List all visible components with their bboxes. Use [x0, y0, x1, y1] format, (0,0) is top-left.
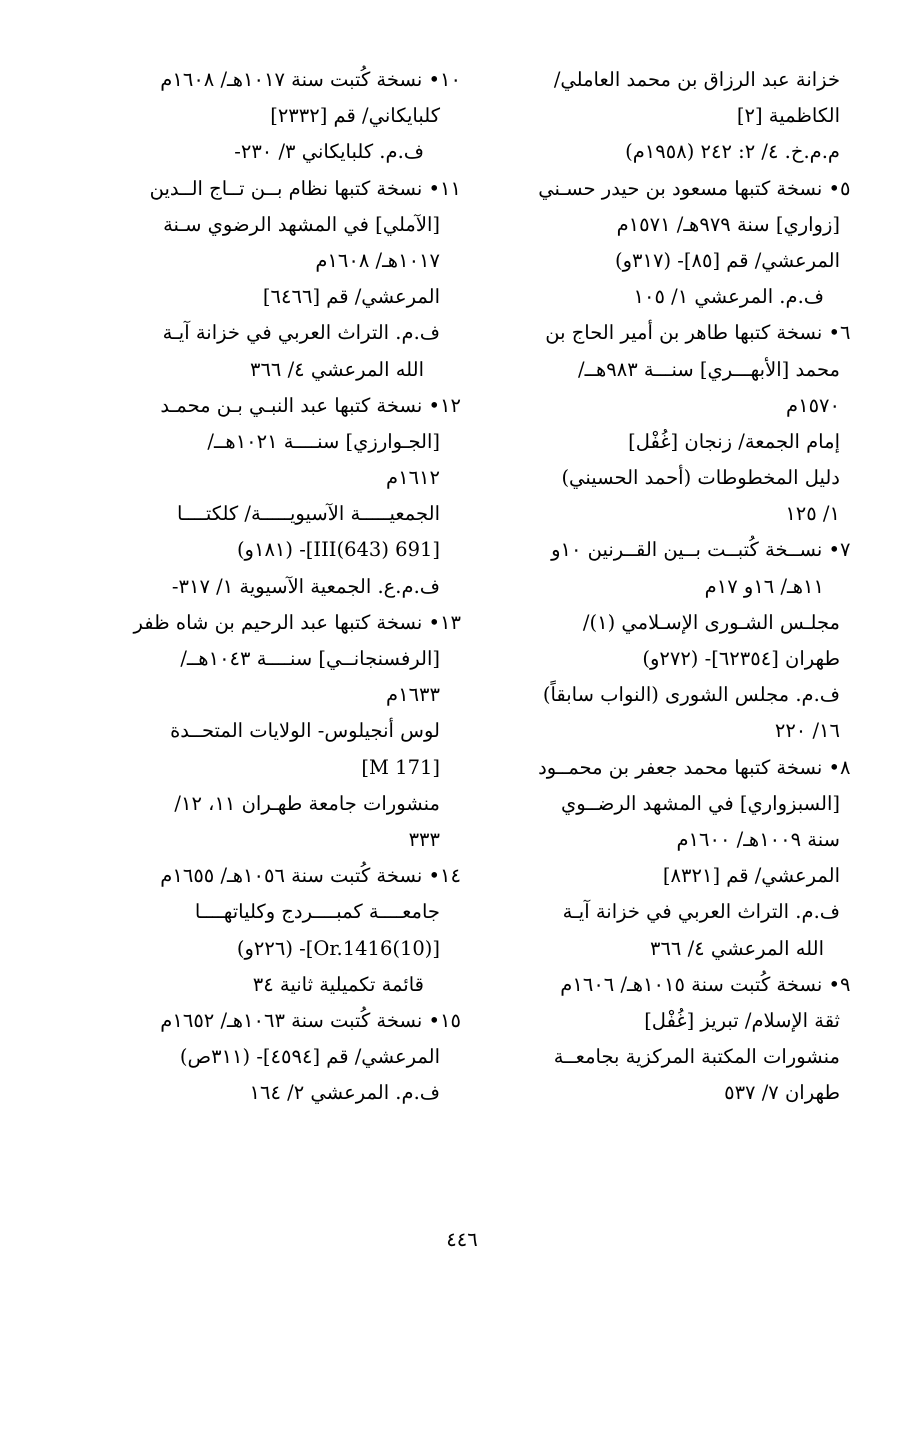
entry-line: [100, 641, 440, 677]
line-text: • نسخة كُتبت سنة ١٠٦٣هـ/ ١٦٥٢م: [160, 1008, 440, 1032]
entry-number: ١٣: [440, 610, 461, 634]
entry-first-line: [100, 605, 461, 641]
entry-first-line: [478, 750, 851, 786]
entry-line: [478, 641, 840, 677]
line-text: مجلـس الشـورى الإسـلامي (١)/: [582, 610, 840, 634]
entry-line: [478, 424, 840, 460]
entry-number: ١٤: [440, 864, 461, 888]
line-text: كلبايكاني/ قم [٢٣٣٢]: [270, 104, 440, 128]
line-text: المرعشي/ قم [٨٣٢١]: [662, 864, 840, 888]
entry-line: [478, 677, 840, 713]
line-text: الكاظمية [٢]: [736, 104, 840, 128]
entry-line: [478, 62, 840, 98]
line-text: ١٦٣٣م: [386, 683, 440, 707]
line-text: [زواري] سنة ٩٧٩هـ/ ١٥٧١م: [616, 212, 840, 236]
entry-line: [478, 1075, 840, 1111]
line-text: محمد [الأبهـــري] سنـــة ٩٨٣هــ/: [578, 357, 840, 381]
entry-line: [100, 243, 440, 279]
entry-line: [478, 931, 840, 967]
line-text: لوس أنجيلوس- الولايات المتحــدة: [170, 719, 440, 743]
entry-line: [478, 243, 840, 279]
entry-line: [100, 207, 440, 243]
entry-line: [478, 1003, 840, 1039]
line-text: المرعشي/ قم [٨٥]- (٣١٧و): [615, 248, 840, 272]
entry-line: [100, 822, 440, 858]
entry-line: [478, 713, 840, 749]
line-text: • نسخة كُتبت سنة ١٠١٥هـ/ ١٦٠٦م: [560, 972, 840, 996]
entry-line: [100, 786, 440, 822]
line-text: ١/ ١٢٥: [785, 502, 840, 526]
line-text: إمام الجمعة/ زنجان [غُفْل]: [628, 429, 840, 453]
entry-first-line: [100, 1003, 461, 1039]
entry-line: [100, 315, 440, 351]
left-column: [100, 62, 461, 1111]
line-text: • نسخة كتبها نظام بــن تــاج الــدين: [149, 176, 440, 200]
right-column: [478, 62, 851, 1111]
line-text: ١٠١٧هـ/ ١٦٠٨م: [315, 248, 440, 272]
entry-number: ١٥: [440, 1008, 461, 1032]
line-text: [الجـوارزي] سنــــة ١٠٢١هــ/: [207, 429, 440, 453]
line-text: [الآملي] في المشهد الرضوي سـنة: [163, 212, 440, 236]
line-text: خزانة عبد الرزاق بن محمد العاملي/: [553, 68, 840, 91]
line-text: • نسخة كتبها عبد الرحيم بن شاه ظفر: [133, 610, 440, 634]
line-text: ف.م. المرعشي ١/ ١٠٥: [633, 285, 824, 309]
line-text: • نسخة كتبها محمد جعفر بن محمــود: [538, 755, 840, 779]
line-text: ف.م. التراث العربي في خزانة آيـة: [162, 321, 440, 345]
entry-line: [100, 134, 440, 170]
entry-line: [100, 894, 440, 930]
line-text: [M 171]: [361, 755, 440, 779]
entry-line: [100, 750, 440, 786]
line-text: ١٦/ ٢٢٠: [774, 719, 840, 743]
line-text: ثقة الإسلام/ تبريز [غُفْل]: [644, 1008, 840, 1032]
entry-line: [478, 460, 840, 496]
entry-line: [100, 98, 440, 134]
entry-number: ٦: [840, 321, 851, 345]
line-text: ١١هـ/ ١٦و ١٧م: [704, 574, 824, 598]
line-text: • نسخة كُتبت سنة ١٠٥٦هـ/ ١٦٥٥م: [160, 864, 440, 888]
entry-line: [478, 98, 840, 134]
entry-line: [100, 931, 440, 967]
entry-first-line: [100, 171, 461, 207]
entry-line: [478, 134, 840, 170]
line-text: قائمة تكميلية ثانية ٣٤: [252, 972, 424, 996]
entry-line: [100, 713, 440, 749]
line-text: طهران ٧/ ٥٣٧: [724, 1081, 840, 1105]
line-text: المرعشي/ قم [٤٥٩٤]- (٣١١ص): [179, 1045, 440, 1069]
entry-line: [478, 352, 840, 388]
entry-number: ١١: [440, 176, 461, 200]
entry-first-line: [478, 315, 851, 351]
entry-line: [100, 569, 440, 605]
line-text: ف.م. كلبايكاني ٣/ ٢٣٠-: [234, 140, 424, 164]
entry-line: [478, 858, 840, 894]
line-text: سنة ١٠٠٩هـ/ ١٦٠٠م: [676, 827, 840, 851]
line-text: منشورات جامعة طهـران ١١، ١٢/: [174, 791, 440, 815]
entry-line: [100, 496, 440, 532]
line-text: المرعشي/ قم [٦٤٦٦]: [262, 285, 440, 309]
entry-number: ٥: [840, 176, 851, 200]
entry-line: [100, 352, 440, 388]
line-text: منشورات المكتبة المركزية بجامعــة: [553, 1045, 840, 1069]
line-text: ١٥٧٠م: [786, 393, 840, 417]
entry-line: [478, 1039, 840, 1075]
entry-line: [100, 279, 440, 315]
entry-first-line: [478, 171, 851, 207]
line-text: • نسخة كتبها عبد النبـي بـن محمـد: [160, 393, 440, 417]
line-text: ف.م.ع. الجمعية الآسيوية ١/ ٣١٧-: [171, 574, 440, 598]
page-number: ٤٤٦: [446, 1228, 478, 1251]
entry-first-line: [478, 532, 851, 568]
entry-line: [478, 496, 840, 532]
line-text: ١٦١٢م: [386, 466, 440, 490]
entry-line: [478, 279, 840, 315]
line-text: [Or.1416(10)]- (٢٢٦و): [236, 936, 440, 960]
line-text: الله المرعشي ٤/ ٣٦٦: [249, 357, 424, 381]
entry-line: [478, 894, 840, 930]
line-text: دليل المخطوطات (أحمد الحسيني): [561, 466, 840, 490]
line-text: م.م.خ. ٤/ ٢: ٢٤٢ (١٩٥٨م): [625, 140, 840, 164]
entry-line: [100, 1075, 440, 1111]
entry-number: ٨: [840, 755, 851, 779]
entry-line: [478, 786, 840, 822]
line-text: • نسخة كُتبت سنة ١٠١٧هـ/ ١٦٠٨م: [160, 68, 440, 91]
entry-line: [100, 967, 440, 1003]
entry-line: [100, 677, 440, 713]
line-text: [691 III(643)]- (١٨١و): [236, 538, 440, 562]
line-text: • نســخة كُتبــت بــين القــرنين ١٠و: [551, 538, 840, 562]
line-text: الله المرعشي ٤/ ٣٦٦: [649, 936, 824, 960]
line-text: ف.م. المرعشي ٢/ ١٦٤: [249, 1081, 440, 1105]
entry-line: [478, 822, 840, 858]
line-text: ف.م. التراث العربي في خزانة آيـة: [562, 900, 840, 924]
entry-line: [100, 424, 440, 460]
line-text: جامعــــة كمبــــردج وكلياتهــــا: [194, 900, 440, 924]
entry-first-line: [478, 967, 851, 1003]
line-text: • نسخة كتبها طاهر بن أمير الحاج بن: [545, 321, 840, 345]
line-text: ف.م. مجلس الشورى (النواب سابقاً): [542, 683, 840, 707]
entry-number: ٩: [840, 972, 851, 996]
line-text: [السبزواري] في المشهد الرضــوي: [561, 791, 840, 815]
line-text: الجمعيـــــة الآسيويـــــة/ كلكتــــا: [177, 502, 440, 526]
line-text: طهران [٦٢٣٥٤]- (٢٧٢و): [642, 647, 840, 670]
entry-first-line: [100, 858, 461, 894]
entry-number: ١٠: [440, 68, 461, 91]
line-text: • نسخة كتبها مسعود بن حيدر حسـني: [538, 176, 840, 200]
entry-line: [478, 569, 840, 605]
entry-line: [100, 460, 440, 496]
entry-line: [478, 207, 840, 243]
entry-first-line: [100, 388, 461, 424]
line-text: [الرفسنجانــي] سنــــة ١٠٤٣هــ/: [180, 647, 440, 670]
entry-line: [478, 605, 840, 641]
entry-number: ٧: [840, 538, 851, 562]
entry-first-line: [100, 62, 461, 98]
entry-line: [100, 532, 440, 568]
entry-number: ١٢: [440, 393, 461, 417]
entry-line: [478, 388, 840, 424]
entry-line: [100, 1039, 440, 1075]
line-text: ٣٣٣: [408, 827, 440, 851]
